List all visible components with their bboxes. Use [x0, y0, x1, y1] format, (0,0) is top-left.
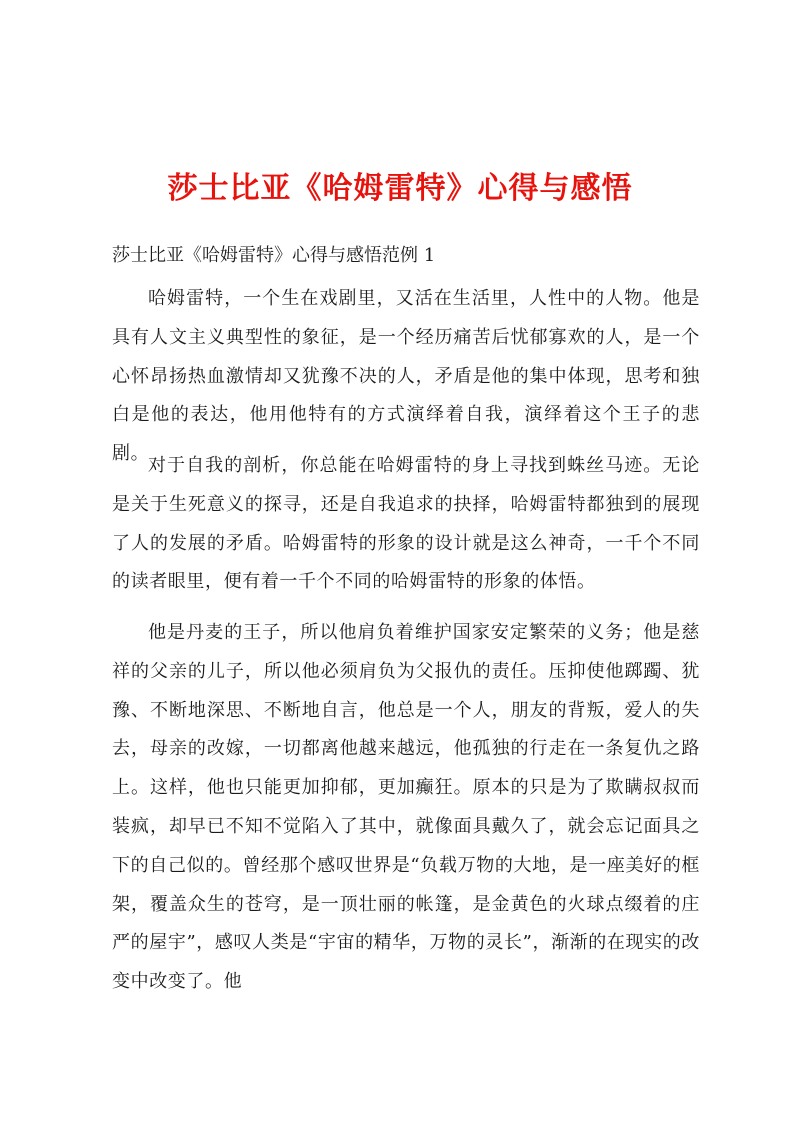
body-paragraph: 他是丹麦的王子，所以他肩负着维护国家安定繁荣的义务；他是慈祥的父亲的儿子，所以他必须肩负为父报仇的责任。压抑使他踯躅、犹豫、不断地深思、不断地自言，他总是一个人，朋友的背叛，爱人的失去，母亲的改嫁，一切都离他越来越远，他孤独的行走在一条复仇之路上。这样，他也只能更加抑郁，更加癫狂。原本的只是为了欺瞒叔叔而装疯，却早已不知不觉陷入了其中，就像面具戴久了，就会忘记面具之下的自己似的。曾经那个感叹世界是“负载万物的大地，是一座美好的框架，覆盖众生的苍穹，是一顶壮丽的帐篷，是金黄色的火球点缀着的庄严的屋宇”，感叹人类是“宇宙的精华，万物的灵长”，渐渐的在现实的改变中改变了。他	[112, 622, 700, 993]
body-paragraph: 对于自我的剖析，你总能在哈姆雷特的身上寻找到蛛丝马迹。无论是关于生死意义的探寻，还是自我追求的抉择，哈姆雷特都独到的展现了人的发展的矛盾。哈姆雷特的形象的设计就是这么神奇，一千个不同的读者眼里，便有着一千个不同的哈姆雷特的形象的体悟。	[112, 455, 700, 593]
body-paragraph: 哈姆雷特，一个生在戏剧里，又活在生活里，人性中的人物。他是具有人文主义典型性的象征，是一个经历痛苦后忧郁寡欢的人，是一个心怀昂扬热血激情却又犹豫不决的人，矛盾是他的集中体现，思考和独白是他的表达，他用他特有的方式演绎着自我，演绎着这个王子的悲剧。	[112, 288, 700, 465]
section-subtitle: 莎士比亚《哈姆雷特》心得与感悟范例 1	[112, 245, 436, 266]
page-title: 莎士比亚《哈姆雷特》心得与感悟	[167, 171, 633, 206]
